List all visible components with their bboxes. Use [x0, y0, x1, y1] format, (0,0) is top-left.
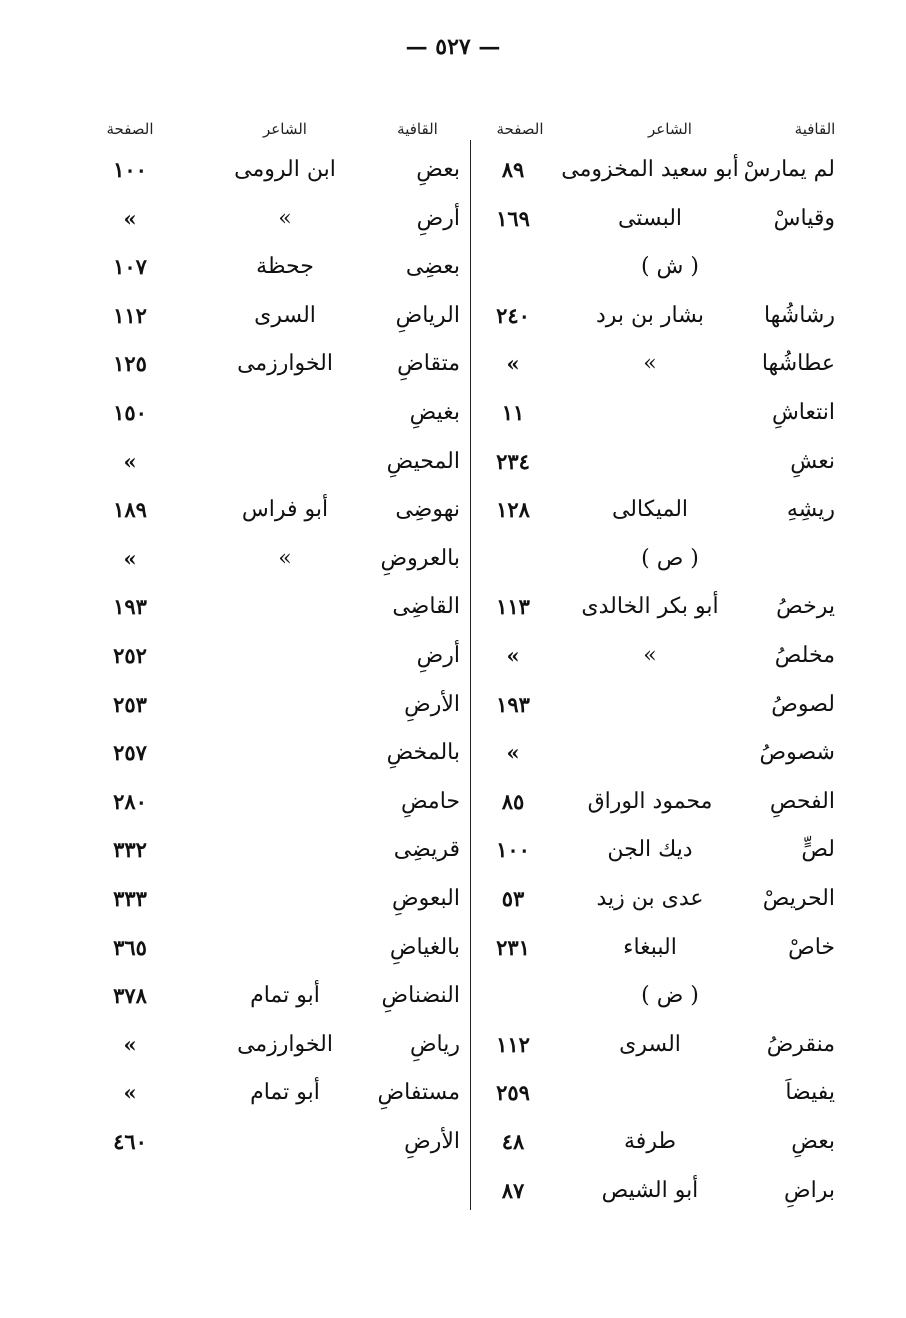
poet-cell: الميكالى	[611, 497, 689, 522]
rhyme-cell: منقرضُ	[766, 1032, 835, 1057]
poet-cell: طرفة	[624, 1129, 676, 1154]
page-number: — ٥٢٧ —	[405, 34, 501, 60]
rhyme-cell: بعضِى	[405, 254, 460, 279]
poet-cell: »	[278, 546, 292, 571]
rhyme-cell: لم يمارسْ	[743, 157, 835, 182]
poet-cell: أبو بكر الخالدى	[581, 594, 719, 619]
page-cell: »	[506, 643, 520, 668]
page-cell: ٤٨	[501, 1129, 525, 1154]
page-cell: ١١٢	[496, 1032, 530, 1057]
rhyme-cell: الحريصْ	[762, 886, 835, 911]
poet-cell: أبو تمام	[250, 1080, 320, 1105]
rhyme-cell: عطاشُها	[761, 351, 835, 376]
poet-cell: الخوارزمى	[237, 351, 333, 376]
page-cell: ١١٢	[113, 303, 147, 328]
rhyme-cell: انتعاشِ	[771, 400, 835, 425]
rhyme-cell: بعضِ	[791, 1129, 835, 1154]
poet-cell: »	[643, 351, 657, 376]
page-cell: ٣٣٢	[113, 837, 147, 862]
page-cell: ٢٥٩	[496, 1080, 530, 1105]
poet-cell: السرى	[254, 303, 316, 328]
poet-cell: أبو الشيص	[601, 1178, 699, 1203]
page-cell: ١٨٩	[113, 497, 147, 522]
rhyme-cell: بالغياضِ	[389, 935, 460, 960]
rhyme-cell: رياضِ	[409, 1032, 460, 1057]
rhyme-cell: الرياضِ	[395, 303, 460, 328]
rhyme-cell: بغيضِ	[409, 400, 460, 425]
rhyme-cell: ريشِهِ	[786, 497, 835, 522]
page-cell: ٣٣٣	[113, 886, 147, 911]
rhyme-cell: الأرضِ	[404, 1129, 460, 1154]
poet-cell: ابن الرومى	[234, 157, 336, 182]
page-cell: ٢٣٤	[496, 449, 530, 474]
page-cell: ٢٣١	[496, 935, 530, 960]
rhyme-cell: متقاضِ	[397, 351, 460, 376]
rhyme-cell: وقياسْ	[773, 206, 835, 231]
section-letter: ( ش )	[640, 254, 699, 279]
rhyme-cell: بعضِ	[416, 157, 460, 182]
section-letter: ( ص )	[641, 546, 699, 571]
page-cell: »	[123, 1032, 137, 1057]
page-cell: ١١	[501, 400, 525, 425]
page-cell: ٢٨٠	[113, 789, 147, 814]
page-cell: ٢٥٣	[113, 692, 147, 717]
right-header-poet: الشاعر	[648, 120, 692, 138]
page-cell: ٤٦٠	[113, 1129, 147, 1154]
page-cell: ١٢٨	[496, 497, 530, 522]
rhyme-cell: النضناضِ	[381, 983, 460, 1008]
poet-cell: ديك الجن	[607, 837, 693, 862]
poet-cell: الببغاء	[623, 935, 677, 960]
page-cell: ١٦٩	[496, 206, 530, 231]
rhyme-cell: رشاشُها	[763, 303, 835, 328]
page-cell: »	[123, 1080, 137, 1105]
page-cell: ٨٩	[501, 157, 525, 182]
section-letter: ( ض )	[641, 983, 699, 1008]
poet-cell: بشار بن برد	[596, 303, 704, 328]
poet-cell: جحظة	[256, 254, 314, 279]
page-cell: ٢٤٠	[496, 303, 530, 328]
right-header-rhyme: القافية	[794, 120, 836, 138]
left-header-poet: الشاعر	[263, 120, 307, 138]
column-divider	[470, 140, 471, 1210]
page-cell: ١٠٠	[496, 837, 530, 862]
page-cell: ٣٦٥	[113, 935, 147, 960]
poet-cell: عدى بن زيد	[596, 886, 704, 911]
rhyme-cell: مخلصُ	[774, 643, 835, 668]
left-header-rhyme: القافية	[397, 120, 438, 138]
poet-cell: السرى	[619, 1032, 681, 1057]
page-cell: »	[123, 206, 137, 231]
rhyme-cell: براضِ	[784, 1178, 835, 1203]
page-cell: ٥٣	[501, 886, 525, 911]
rhyme-cell: قريضِى	[393, 837, 460, 862]
rhyme-cell: يفيضاَ	[785, 1080, 835, 1105]
page-cell: ٢٥٧	[113, 740, 147, 765]
page-cell: ١٥٠	[113, 400, 147, 425]
rhyme-cell: يرخصُ	[776, 594, 835, 619]
rhyme-cell: الأرضِ	[404, 692, 460, 717]
page-cell: »	[123, 449, 137, 474]
page-cell: »	[123, 546, 137, 571]
poet-cell: أبو تمام	[250, 983, 320, 1008]
rhyme-cell: نهوضِى	[395, 497, 460, 522]
right-header-page: الصفحة	[496, 120, 544, 138]
rhyme-cell: أرضِ	[416, 206, 460, 231]
rhyme-cell: حامضِ	[400, 789, 460, 814]
poet-cell: »	[643, 643, 657, 668]
page-cell: »	[506, 351, 520, 376]
rhyme-cell: خاصْ	[788, 935, 835, 960]
page-cell: ٢٥٢	[113, 643, 147, 668]
page-cell: ١٠٠	[113, 157, 147, 182]
left-header-page: الصفحة	[106, 120, 154, 138]
page-cell: ١٩٣	[496, 692, 530, 717]
page-cell: »	[506, 740, 520, 765]
rhyme-cell: المحيضِ	[386, 449, 460, 474]
page-cell: ١٩٣	[113, 594, 147, 619]
poet-cell: الخوارزمى	[237, 1032, 333, 1057]
poet-cell: محمود الوراق	[587, 789, 713, 814]
rhyme-cell: نعشِ	[790, 449, 835, 474]
rhyme-cell: القاضِى	[392, 594, 460, 619]
rhyme-cell: لصٍّ	[801, 837, 835, 862]
page-cell: ١٢٥	[113, 351, 147, 376]
rhyme-cell: البعوضِ	[391, 886, 460, 911]
page-cell: ١٠٧	[113, 254, 147, 279]
page-cell: ١١٣	[496, 594, 530, 619]
page-cell: ٣٧٨	[113, 983, 147, 1008]
rhyme-cell: أرضِ	[416, 643, 460, 668]
poet-cell: البستى	[617, 206, 683, 231]
rhyme-cell: بالعروضِ	[380, 546, 460, 571]
poet-cell: أبو سعيد المخزومى	[561, 157, 739, 182]
page-cell: ٨٥	[501, 789, 525, 814]
rhyme-cell: مستفاضِ	[377, 1080, 460, 1105]
rhyme-cell: لصوصُ	[771, 692, 835, 717]
poet-cell: »	[278, 206, 292, 231]
page-cell: ٨٧	[501, 1178, 525, 1203]
poet-cell: أبو فراس	[241, 497, 329, 522]
rhyme-cell: الفحصِ	[769, 789, 835, 814]
rhyme-cell: شصوصُ	[759, 740, 835, 765]
rhyme-cell: بالمخضِ	[386, 740, 460, 765]
